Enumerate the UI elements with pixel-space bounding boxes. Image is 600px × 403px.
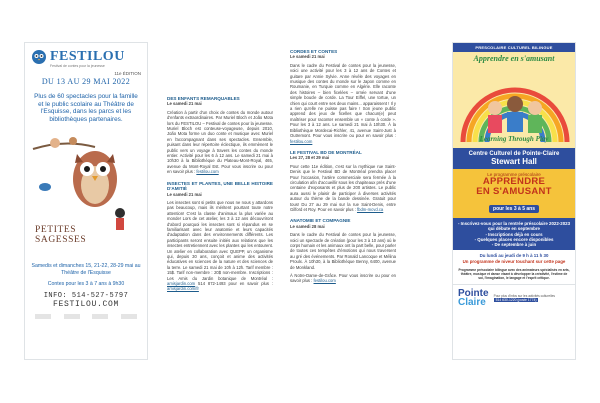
article-column-3 [290,49,396,290]
festilou-info-phone: INFO: 514-527-5797 [43,291,129,300]
pointe-claire-ad[interactable] [452,42,576,360]
article [290,150,396,212]
article-text: À Notre-Dame-de-Grâce. Pour vous inscrire ou pour en savoir plus : [290,273,396,284]
owl-icon [31,49,47,65]
article-title: LE FESTIVAL BD DE MONTRÉAL [290,149,362,155]
article-body [290,63,396,144]
footer-info-text: Pour plus d'infos sur les activités culturelles [493,293,555,298]
ad-hero [453,52,575,148]
article-link[interactable]: festilou.com [196,169,219,175]
festilou-schedule: Samedis et dimanches 15, 21-22, 28-29 mai au Théâtre de l'Esquisse [31,263,141,276]
footer-phone[interactable]: 514 630-1220 (poste 1774) [495,297,537,302]
sponsor-logo [64,314,80,319]
sponsor-logo [92,314,108,319]
article [290,218,396,283]
article-text: Création à partir d'un choix de contes du monde autour d'enfants extraordinaires. Par Muriel Bloch et João Mota lors du FESTILOU – Festival de contes pour la jeunesse. Muriel Bloch est conteuse-voyageuse, depuis 2010, João Mota forme un duo conte et musique avec Muriel en l'accompagnant dans ses spectacles. Ensemble, puisant dans leur répertoire éclectique, ils emmènent le public vers un voyage à travers les contes du monde entier. Activité pour les 6 à 12 ans. Le samedi 21 mai à 10h30 à la Bibliothèque du Plateau-Mont-Royal, 465, avenue du Mont-Royal Est. Pour vous inscrire ou pour en savoir plus : [167,109,273,175]
bullet-item: - Inscrivez-vous pour la rentrée préscolaire 2022-2023 qui débute en septembre [458,221,571,232]
hero-illustration [453,52,575,148]
article-date: Les 27, 28 et 29 mai [290,155,330,161]
article-date: Le samedi 21 mai [290,54,325,60]
article [167,181,273,292]
article [167,96,273,175]
article-link[interactable]: festilou.com [290,138,313,144]
article-text: Dans le cadre du Festival de contes pour la jeunesse, voici un spectacle de création (pour les 3 à 10 ans) où le corps humain et les animaux ont la part belle, pour parler de toutes ces tempêtes d'émotions qui nous traversent au gré des événements. Par Ronald Lancoque et Mélina Proulx. À 10h30, à la Bibliothèque Benny, 6400, avenue de Monkland. [290,232,396,270]
poster-title-line-2: SAGESSES [35,235,87,246]
article-body [290,273,396,284]
festilou-logo-text: FESTILOU [50,49,125,64]
program-age-badge: pour les 3 à 5 ans [489,205,539,213]
logo-word-1: Pointe [458,287,489,299]
program-block [453,169,575,218]
hero-subtitle: Learning Through Play [479,135,549,143]
program-hours [453,250,575,266]
article-link[interactable]: amisjardin.com [167,281,196,286]
ad-top-bar: PRESCOLAIRE CULTUREL BILINGUE [453,43,575,52]
footer-info [494,294,555,302]
sponsor-logo [35,314,51,319]
article-text: Les insectes sont si petits que nous ne nous y attardons pas beaucoup, mais ils méritent pourtant toute notre attention! C'est la classe d'animaux la plus variée au monde! Lors de cet atelier, les 3 à 12 ans découvriront d'abord pourquoi les insectes sont si répandus en se familiarisant avec leur anatomie et leurs capacités d'adaptation dans des environnements différents. Les participants seront ensuite initiés aux relations que les insectes entretiennent avec les plantes qui les entourent. Un atelier en collaboration avec QUEPP, un organisme qui, depuis 30 ans, conçoit et anime des activités éducatives en sciences de la nature et des sciences de la terre. Le samedi 21 mai de 10h à 12h. Tarif membre : 15$. Tarif non-membre : 20$ non-membre. Inscriptions : Les Amis du Jardin botanique de Montréal : [167,199,273,281]
program-fine-print: Programme préscolaire bilingue avec des animateurs spécialisés en arts, théâtre, musique et danse visant à développer la créativité, l'estime de soi, l'imagination, le langage et l'esprit critique. [458,267,570,280]
program-title-1: APPRENDRE [482,176,546,187]
article [290,49,396,144]
article-text: 514 872-1493 pour en savoir plus : [198,281,273,286]
festilou-dates: DU 13 AU 29 MAI 2022 [41,77,131,86]
festilou-logo-sub: Festival de contes pour la jeunesse [50,64,105,68]
festilou-logo [25,43,147,65]
hours-line: Du lundi au jeudi de 9 h à 11 h 30 [479,253,549,259]
poster-title [35,225,86,245]
sponsor-logo [121,314,137,319]
article-title: ANATOMIE ET COMPAGNIE [290,218,351,224]
article-date: Le samedi 21 mai [167,191,202,197]
sponsor-logos [25,309,147,319]
logo-word-2: Claire [458,296,486,308]
article-text: Dans le cadre du Festival de contes pour la jeunesse, voici une activité pour les 3 à 12 ans de Contes et guitare par Annie Sylvie. Anne révèle des voyages en musique des contes du monde sur le Japon comme en Roumanie, en Turquie comme en Algérie. Elle raconte des histoires – bien ficelées – ornée servant d'une simple boucle de corde. La Tour Eiffel, une tortue, un chien qui court entre ses deux mains... apparaissent ! Il y a rien qu'elle ne puisse pas faire ! Son jeune public apprend des jeux de ficelles que chacun(e) peut maîtriser pour raconter ensemble un « conte à corde ». Pour les 3 à 12 ans. Le samedi 21 mai à 10h30. À la Bibliothèque Mordecai-Richler, 41, avenue Saint-Just à Outremont. Pour vous inscrire ou pour en savoir plus : [290,62,396,139]
festilou-edition: 11e ÉDITION [114,71,141,76]
article-column-2 [167,96,273,298]
article-text: Pour cette 11e édition, c'est sur la mythique rue Saint-Denis que le Festival BD de Montréal prendra place! Pour l'occasion, l'artère commerciale sera fermée à la circulation afin d'accueillir sous les chapiteaux près d'une centaine d'exposants et plus de 200 artistes. Le public aura aussi le plaisir de participer à diverses activités autour du thème de la bande dessinée. Gratuit pour tous! Du 27 au 29 mai sur la rue Saint-Denis, entre Gilford et Roy. Pour en savoir plus : [290,163,396,212]
festilou-blurb: Plus de 60 spectacles pour la famille et le public scolaire au Théâtre de l'Esquisse, dans les parcs et les bibliothèques partenaires. [34,93,138,123]
article-title: CORDES ET CONTES [290,49,338,54]
program-pre: Le programme préscolaire [487,172,541,177]
article-link[interactable]: fbdm-mcvd.ca [356,206,384,212]
article-body [290,164,396,213]
article-body [167,110,273,175]
center-heading [453,148,575,169]
festilou-contest: Contes pour les 3 à 7 ans à 9h30 [47,280,125,287]
article-body [167,200,273,292]
program-title-2: EN S'AMUSANT [476,186,552,197]
bullet-item: - Inscriptions déjà en cours [485,231,543,237]
article-date: Le samedi 28 mai [290,223,325,229]
bullet-item: - De septembre à juin [491,242,537,248]
article-date: Le samedi 21 mai [167,101,202,107]
hours-note: Un programme de niveur touchant sur cette page [462,258,566,264]
pointe-claire-footer [453,284,575,311]
festilou-ad[interactable] [24,42,148,360]
center-name: Centre Culturel de Pointe-Claire [468,151,560,157]
article-body [290,232,396,270]
center-hall: Stewart Hall [491,157,537,166]
bullet-item: - Quelques places encore disponibles [474,236,554,242]
hero-title: Apprendre en s'amusant [473,54,555,63]
article-link[interactable]: festilou.com [313,278,336,284]
pointe-claire-logo[interactable] [458,289,489,307]
article-title: DES ENFANTS REMARQUABLES [167,96,240,101]
festilou-poster-art [25,129,147,261]
program-bullets [453,218,575,250]
article-link[interactable]: amisjardin.com/fr [167,286,199,292]
article-title: INSECTES ET PLANTES, UNE BELLE HISTOIRE D'AMITIÉ [167,180,273,192]
poster-title-line-1: PETITES [35,225,77,236]
festilou-site[interactable]: FESTILOU.COM [52,299,119,309]
